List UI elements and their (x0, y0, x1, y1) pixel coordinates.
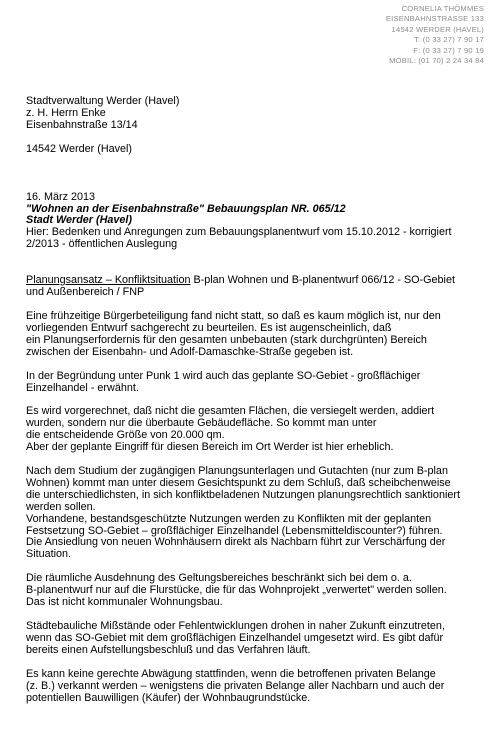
paragraph (26, 573, 488, 609)
heading-underlined: Planungsansatz – Konfliktsituation (26, 274, 191, 287)
paragraph-line: Situation. (26, 548, 72, 561)
subject-title: "Wohnen an der Eisenbahnstraße" Bebauungsplan NR. 065/12 (26, 202, 346, 215)
paragraph-line: Nach dem Studium der zugängigen Planungsunterlagen und Gutachten (nur zum B-plan (26, 465, 448, 478)
paragraph-line: Die räumliche Ausdehnung des Geltungsbereiches beschränkt sich bei dem o. a. (26, 572, 412, 585)
paragraph-line: Es kann keine gerechte Abwägung stattfinden, wenn die betroffenen privaten Belange (26, 667, 436, 680)
paragraph-line: potentiellen Bauwilligen (Käufer) der Wohnbaugrundstücke. (26, 691, 311, 704)
subject-city: Stadt Werder (Havel) (26, 214, 132, 227)
letter-body (26, 96, 488, 704)
paragraph-line: Festsetzung SO-Gebiet – großflächiger Einzelhandel (Lebensmitteldiscounter?) führen. (26, 524, 443, 537)
letter-date: 16. März 2013 (26, 190, 96, 203)
paragraph (26, 371, 488, 395)
paragraph-line: Einzelhandel - erwähnt. (26, 381, 139, 394)
paragraph-line: bereits einen Aufstellungsbeschluß und das Verfahren läuft. (26, 643, 311, 656)
sender-city: 14542 WERDER (HAVEL) (391, 24, 484, 34)
paragraph-line: Wohnen) kommt man unter diesem Gesichtspunkt zu dem Schluß, daß scheibchenweise (26, 476, 451, 489)
paragraph-line: Es wird vorgerechnet, daß nicht die gesamten Flächen, die versiegelt werden, addiert (26, 405, 435, 418)
paragraph-line: zwischen der Eisenbahn- und Adolf-Damaschke-Straße gegeben ist. (26, 345, 354, 358)
sender-mobile: MOBIL: (01 70) 2 24 34 84 (389, 56, 484, 66)
paragraph-line: Aber der geplante Eingriff für diesen Bereich im Ort Werder ist hier erheblich. (26, 441, 394, 454)
paragraph-line: In der Begründung unter Punk 1 wird auch das geplante SO-Gebiet - großflächiger (26, 369, 421, 382)
paragraph-line: die unterschiedlichsten, in sich konfliktbeladenen Nutzungen planungsrechtlich sanktioniert (26, 488, 460, 501)
recipient-line: z. H. Herrn Enke (26, 106, 106, 119)
subject-detail: Hier: Bedenken und Anregungen zum Bebauungsplanentwurf vom 15.10.2012 - korrigiert (26, 226, 452, 239)
paragraph-line: (z. B.) verkannt werden – wenigstens die privaten Belange aller Nachbarn und auch der (26, 679, 445, 692)
paragraph-line: B-planentwurf nur auf die Flurstücke, die für das Wohnprojekt „verwertet" werden sollen. (26, 584, 447, 597)
paragraph (26, 669, 488, 705)
paragraph-line: Städtebauliche Mißstände oder Fehlentwicklungen drohen in naher Zukunft einzutreten, (26, 620, 445, 632)
subject-detail: 2/2013 - öffentlichen Auslegung (26, 238, 178, 251)
paragraph-line: vorliegenden Entwurf sachgerecht zu beurteilen. Es ist augenscheinlich, daß (26, 321, 392, 334)
sender-address-block (386, 4, 484, 66)
section-heading (26, 275, 488, 299)
paragraph-line: werden sollen. (26, 500, 96, 513)
subject-block (26, 192, 488, 252)
paragraph (26, 466, 488, 561)
recipient-address-block (26, 96, 488, 156)
recipient-line: Eisenbahnstraße 13/14 (26, 118, 138, 131)
paragraph-line: die entscheidende Größe von 20.000 qm. (26, 429, 225, 442)
paragraph (26, 621, 488, 657)
heading-text: B-plan Wohnen und B-planentwurf 066/12 - SO-Gebiet (190, 274, 455, 287)
paragraph-line: Vorhandene, bestandsgeschützte Nutzungen werden zu Konflikten mit der geplanten (26, 512, 432, 525)
recipient-city: 14542 Werder (Havel) (26, 142, 133, 155)
paragraph-line: ein Planungserfordernis für den gesamten unbebauten (stark durchgrünten) Bereich (26, 333, 427, 346)
paragraph-line: wenn das SO-Gebiet mit dem großflächigen Einzelhandel umgesetzt wird. Es gibt dafür (26, 631, 444, 644)
paragraph-line: Eine frühzeitige Bürgerbeteiligung fand nicht statt, so daß es kaum möglich ist, nur den (26, 309, 441, 322)
recipient-line: Stadtverwaltung Werder (Havel) (26, 95, 180, 107)
sender-fax: F: (0 33 27) 7 90 19 (413, 45, 484, 55)
paragraph (26, 406, 488, 454)
sender-street: EISENBAHNSTRASSE 133 (385, 14, 484, 24)
paragraph-line: Die Ansiedlung von neuen Wohnhäusern direkt als Nachbarn führt zur Verschärfung der (26, 536, 446, 549)
paragraph-line: Das ist nicht kommunaler Wohnungsbau. (26, 596, 223, 609)
paragraph (26, 311, 488, 359)
paragraph-line: wurden, sondern nur die überbaute Gebäudefläche. So kommt man unter (26, 417, 377, 430)
sender-name: CORNELIA THÖMMES (401, 4, 484, 13)
sender-phone: T: (0 33 27) 7 90 17 (414, 35, 484, 45)
heading-text-line2: und Außenbereich / FNP (26, 286, 145, 299)
